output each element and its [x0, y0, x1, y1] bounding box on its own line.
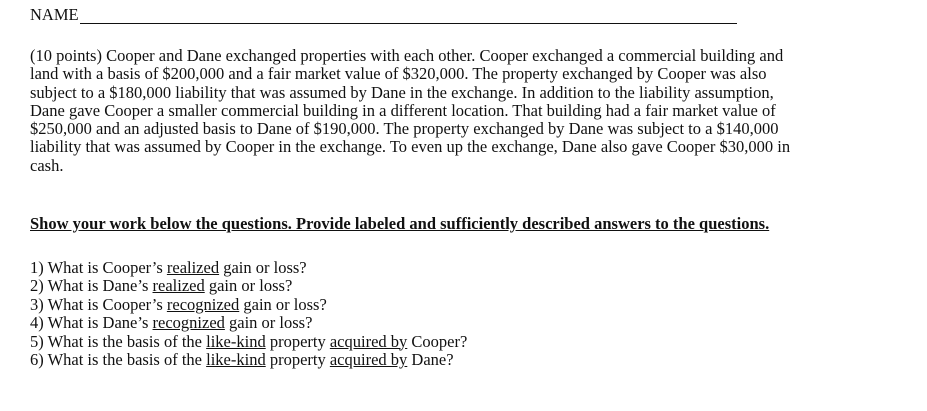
question-text: 2) What is Dane’s: [30, 276, 153, 296]
question-underlined-term: acquired by: [329, 350, 408, 370]
question-underlined-term: realized: [152, 276, 205, 296]
question-underlined-term: recognized: [166, 294, 240, 314]
question-item: [30, 296, 467, 314]
question-underlined-term: like-kind: [206, 350, 266, 370]
problem-line: cash.: [30, 155, 64, 175]
problem-line: Dane gave Cooper a smaller commercial building in a different location. That building had a fair market value of: [30, 100, 776, 120]
question-text: 5) What is the basis of the: [30, 331, 207, 351]
question-underlined-term: like-kind: [206, 331, 266, 351]
instruction-text: Show your work below the questions. Provide labeled and sufficiently described answers to the questions.: [30, 214, 770, 233]
question-item: [30, 351, 467, 369]
question-text: 1) What is Cooper’s: [30, 258, 167, 277]
question-list: [30, 259, 467, 369]
question-underlined-term: realized: [166, 258, 220, 277]
question-underlined-term: acquired by: [329, 331, 408, 351]
problem-line: $250,000 and an adjusted basis to Dane of $190,000. The property exchanged by Dane was subject to a $140,000: [30, 119, 779, 139]
name-field-row: [30, 6, 737, 24]
question-text: gain or loss?: [219, 258, 307, 277]
question-item: [30, 277, 467, 295]
problem-line: land with a basis of $200,000 and a fair market value of $320,000. The property exchanged by Cooper was also: [30, 64, 767, 84]
problem-line: subject to a $180,000 liability that was assumed by Dane in the exchange. In addition to the liability assumption,: [30, 82, 774, 102]
question-item: [30, 333, 467, 351]
question-underlined-term: recognized: [152, 313, 225, 333]
question-text: Cooper?: [407, 331, 468, 351]
name-blank-line: [80, 6, 737, 24]
question-text: property: [265, 331, 330, 351]
question-text: gain or loss?: [239, 294, 327, 314]
problem-statement: [30, 47, 910, 175]
question-text: gain or loss?: [224, 313, 313, 333]
question-text: gain or loss?: [204, 276, 293, 296]
name-label: NAME: [30, 5, 79, 24]
problem-line: (10 points) Cooper and Dane exchanged properties with each other. Cooper exchanged a commercial building and: [30, 46, 784, 65]
question-text: 3) What is Cooper’s: [30, 294, 167, 314]
question-item: [30, 259, 467, 277]
question-item: [30, 314, 467, 332]
question-text: Dane?: [407, 350, 454, 370]
question-text: 6) What is the basis of the: [30, 350, 207, 370]
question-text: 4) What is Dane’s: [30, 313, 153, 333]
question-text: property: [265, 350, 330, 370]
problem-line: liability that was assumed by Cooper in the exchange. To even up the exchange, Dane also gave Cooper $30,000 in: [30, 137, 791, 157]
